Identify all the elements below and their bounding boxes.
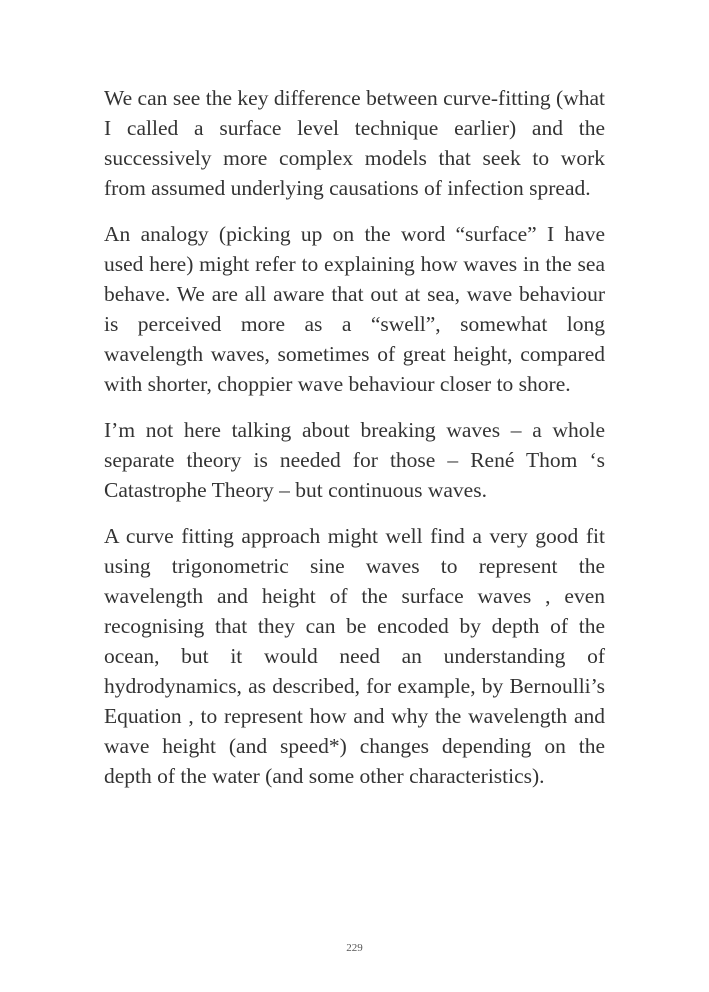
page-number: 229 [346, 942, 363, 954]
paragraph-1: We can see the key difference between curve-fitting (what I called a surface level technique earlier) and the successively more complex models that seek to work from assumed underlying causations of infection spread. [104, 86, 605, 200]
body-text [104, 83, 605, 807]
paragraph-4: A curve fitting approach might well find a very good fit using trigonometric sine waves to represent the wavelength and height of the surface waves , even recognising that they can be encoded by depth of the ocean, but it would need an understanding of hydrodynamics, as described, for example, by Bernoulli’s Equation , to represent how and why the wavelength and wave height (and speed*) changes depending on the depth of the water (and some other characteristics). [104, 524, 605, 788]
paragraph-3: I’m not here talking about breaking waves – a whole separate theory is needed for those – René Thom ‘s Catastrophe Theory – but continuous waves. [104, 418, 605, 502]
paragraph-2: An analogy (picking up on the word “surface” I have used here) might refer to explaining how waves in the sea behave. We are all aware that out at sea, wave behaviour is perceived more as a “swell”, somewhat long wavelength waves, sometimes of great height, compared with shorter, choppier wave behaviour closer to shore. [104, 222, 605, 396]
